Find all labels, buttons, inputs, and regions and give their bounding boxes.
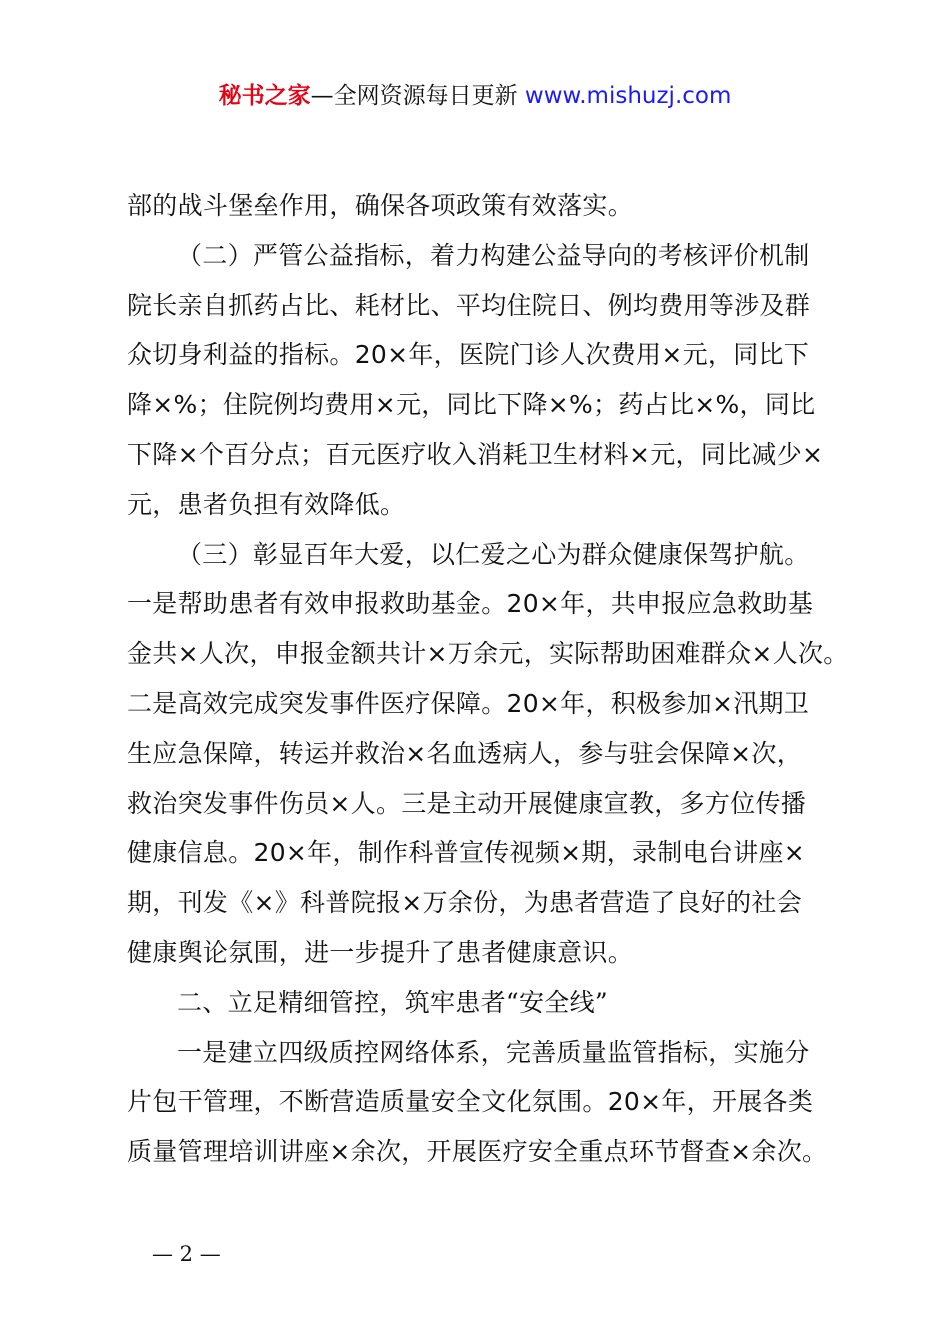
paragraph-6 — [127, 1028, 832, 1078]
text-line: 元，患者负担有效降低。 — [127, 489, 406, 519]
text-line: 期，刊发《×》科普院报×万余份，为患者营造了良好的社会 — [127, 888, 802, 918]
text-line: 一是帮助患者有效申报救助基金。20×年，共申报应急救助基 — [127, 589, 814, 619]
text-line: 一是建立四级质控网络体系，完善质量监管指标，实施分 — [177, 1037, 810, 1067]
text-line: 健康舆论氛围，进一步提升了患者健康意识。 — [127, 937, 634, 967]
text-line: 降×%；住院例均费用×元，同比下降×%；药占比×%，同比 — [127, 390, 816, 420]
page-number: — 2 — — [152, 1242, 221, 1266]
text-line: （三）彰显百年大爱，以仁爱之心为群众健康保驾护航。 — [177, 539, 810, 569]
text-line: 质量管理培训讲座×余次，开展医疗安全重点环节督查×余次。 — [127, 1137, 828, 1167]
text-line: （二）严管公益指标，着力构建公益导向的考核评价机制 — [177, 240, 810, 270]
brand-name: 秘书之家 — [218, 83, 311, 109]
section-heading — [127, 978, 832, 1028]
document-body — [127, 181, 849, 1177]
text-line: 金共×人次，申报金额共计×万余元，实际帮助困难群众×人次。 — [127, 639, 849, 669]
section-heading-text: 二、立足精细管控，筑牢患者“安全线” — [177, 987, 608, 1017]
text-line: 救治突发事件伤员×人。三是主动开展健康宣教，多方位传播 — [127, 788, 807, 818]
paragraph-4 — [127, 530, 832, 580]
text-line: 片包干管理，不断营造质量安全文化氛围。20×年，开展各类 — [127, 1087, 814, 1117]
paragraph-3 — [127, 281, 832, 530]
paragraph-5 — [127, 579, 849, 977]
paragraph-1 — [127, 181, 832, 231]
text-line: 下降×个百分点；百元医疗收入消耗卫生材料×元，同比减少× — [127, 439, 824, 469]
text-line: 院长亲自抓药占比、耗材比、平均住院日、例均费用等涉及群 — [127, 290, 811, 320]
site-header — [0, 80, 950, 112]
text-line: 部的战斗堡垒作用，确保各项政策有效落实。 — [127, 191, 634, 220]
paragraph-6-continued — [127, 1077, 832, 1177]
text-line: 健康信息。20×年，制作科普宣传视频×期，录制电台讲座× — [127, 838, 806, 868]
text-line: 二是高效完成突发事件医疗保障。20×年，积极参加×汛期卫 — [127, 688, 810, 718]
header-tagline: —全网资源每日更新 — [310, 83, 518, 109]
site-url-link[interactable]: www.mishuzj.com — [524, 83, 732, 109]
text-line: 众切身利益的指标。20×年，医院门诊人次费用×元，同比下 — [127, 340, 810, 370]
text-line: 生应急保障，转运并救治×名血透病人，参与驻会保障×次， — [127, 738, 802, 768]
paragraph-2 — [127, 231, 832, 281]
